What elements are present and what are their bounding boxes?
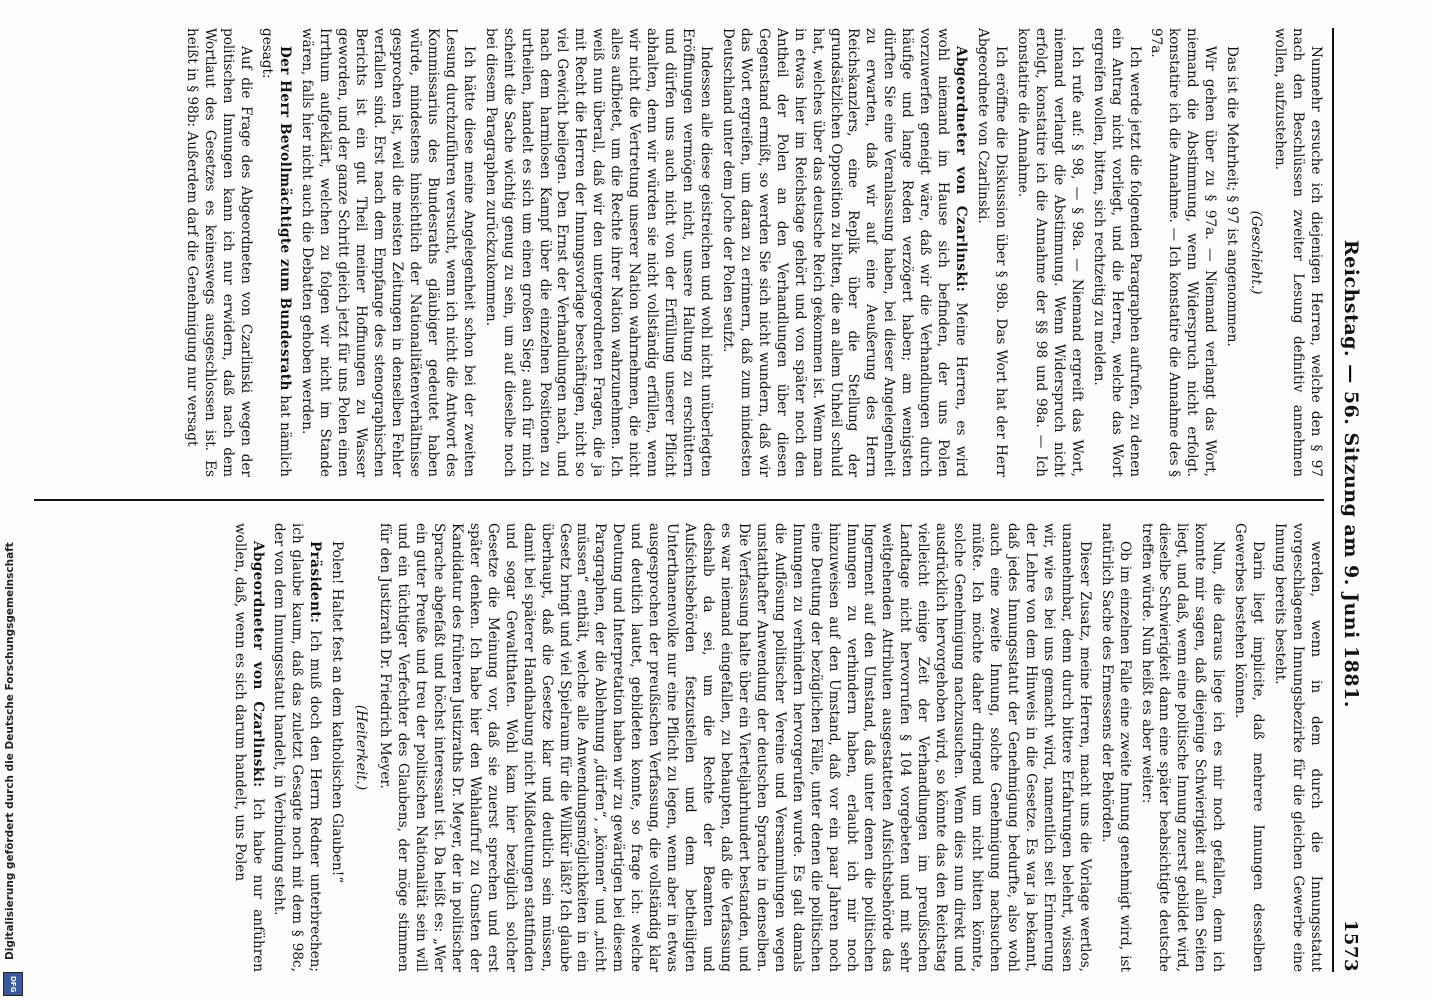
- dfg-logo: DFG: [3, 972, 23, 996]
- paragraph: Polen! Haltet fest an dem katholischen Glauben!“: [329, 541, 346, 884]
- speech-paragraph: [270, 523, 324, 972]
- speech-text: hat nämlich gesagt:: [259, 28, 294, 477]
- paragraph: Ich werde jetzt die folgenden Paragraphen aufrufen, zu denen ein Antrag nicht vorliegt, und die Herren, welche das Wort ergreifen wollen, bitten, sich rechtzeitig zu melden.: [1090, 28, 1143, 477]
- paragraph: Nun, die daraus liege ich es mir noch gefallen, denn ich konnte mir sagen, daß diejenige Schwierigkeit auf allen Seiten liegt, und daß, wenn eine politische Innung zuerst gebildet wird, dieselbe Schwierigkeit dann eine später beabsichtigte deutsche treffen würde. Nun heißt es aber weiter:: [1138, 523, 1227, 972]
- speech-paragraph: [718, 28, 969, 477]
- paragraph: Dieser Zusatz, meine Herren, macht uns die Vorlage wertlos, unannehmbar, denn durch bittere Erfahrungen belehrt, wissen wir, wie es bei uns gemacht wird, namentlich seit Erinnerung der Lehre von dem Hinweis in die Gesetze. Es war ja bekannt, daß jedes Innungsstatut der Genehmigung bedurfte, also wohl auch eine zweite Innung, solche Genehmigung nachsuchen müßte. Ich möchte daher dringend um nicht bitten könnte, solche Genehmigung nachzusuchen. Wenn dies nun direkt und ausdrücklich hervorgehoben wird, so könnte das den Reichstag vielleicht einige Zeit der Verhandlungen im preußischen Landtage nicht hervorrufen § 104 vorgebeten und mit sehr weitgehenden Attributen ausgestatteten Aufsichtsbehörde das Ingerment auf den Umstand, daß unter denen die politischen Innungen zu verhindern haben, erlaubt ich mir noch hinzuweisen auf den Umstand, daß vor ein paar Jahren noch eine Deutung der bezüglichen Fälle, unter denen die politischen Innungen zu verhindern hervorgerufen wurde. Es galt damals die Auflösung politischer Vereine und Versammlungen wegen unstatthafter Anwendung der deutschen Sprache in denselben. Die Verfassung halte über ein Vierteljahrhundert bestanden, und es war niemand eingefallen, zu behaupten, daß die Verfassung deshalb da sei, um die Rechte der Beamten und Aufsichtsbehörden festzustellen und dem betheiligten Unterthanenvolke nur eine Pflicht zu legen, wenn aber in etwas ausgesprochen der preußischen Verfassung, die vollständig klar und deutlich lautet, gebildeten konnte, so frage ich: welche Deutung und Interpretation haben wir zu gewärtigen bei diesem Paragraphen, der die Ablehnung „dürfen“, „können“ und „nicht müssen“ enthält, welche alle Anwendungsmöglichkeiten in ein Gesetz bringt und viel Spielraum für die Willkür läßt? Ich glaube überhaupt, daß die Gesetze klar und deutlich sein müssen, damit bei späterer Handhabung nicht Mißdeutungen stattfinden und sogar Gewaltthaten. Wohl kam hier bezüglich solcher Gesetze die Meinung vor, daß sie zuerst sprechen und erst später denken. Ich habe hier den Wahlaufruf zu Gunsten der Kandidatur des früheren Justizraths Dr. Meyer, der in politischer Sprache abgefaßt und höchst interessant ist. Da heißt es: „Wer ein guter Preuße und treu der politischen Nationalität sein will und ein tüchtiger Verfechter des Glaubens, der möge stimmen für den Justizrath Dr. Friedrich Meyer.: [377, 523, 1093, 972]
- paragraph: Indessen alle diese geistreichen und wohl nicht unüberlegten Eröffnungen vermögen nicht, unsere Haltung zu erschüttern und dürfen uns auch nicht von der Erfüllung unserer Pflicht abhalten, denn wir würden sie nicht vollständig erfüllen, wenn wir nicht die Vertretung unserer Nation wahrnehmen, die nicht alles aufbietet, um die Rechte ihrer Nation wahrzunehmen. Ich weiß nun überall, daß wir den untergeordneten Fragen, die ja mit Recht die Herren der Innungsvorlage beschäftigen, nicht so viel Gewicht beilegen. Den Ernst der Verhandlungen nach, und nach dem harmlosen Kampf über die einzelnen Positionen zu urtheilen, handelt es sich um einen großen Sieg; auch für mich scheint die Sache wichtig genug zu sein, um auf dieselbe noch bei diesem Paragraphen zurückzukommen.: [482, 28, 714, 477]
- paragraph: Nunmehr ersuche ich diejenigen Herren, welche den § 97 nach den Beschlüssen zweiter Lesung definitiv annehmen wollen, aufzustehen.: [1272, 28, 1324, 477]
- paragraph: Auf die Frage des Abgeordneten von Czarlinski wegen der politischen Innungen kann ich nur erwidern, daß nach dem Wortlaut des Gesetzes es keineswegs ausgeschlossen ist. Es heißt in § 98b: Außerdem darf die Genehmigung nur versagt: [183, 28, 254, 477]
- left-column: [34, 28, 1324, 477]
- speaker-name: Präsident:: [307, 541, 324, 624]
- paragraph: Ob im einzelnen Falle eine zweite Innung genehmigt wird, ist natürlich Sache des Ermessens der Behörden.: [1098, 523, 1133, 972]
- paragraph: werden, wenn in dem durch die Innungsstatut vorgeschlagenen Innungsbezirke für die gleichen Gewerbe eine Innung bereits besteht.: [1272, 523, 1324, 972]
- stage-direction: (Geschieht.): [1248, 210, 1265, 295]
- paragraph: Ich rufe auf: § 98, — § 98a. — Niemand ergreift das Wort, niemand verlangt die Abstimmung. Wenn Widerspruch nicht erfolgt, konstatire ich die Annahme der §§ 98 und 98a. — Ich konstatire die Annahme.: [1014, 28, 1085, 477]
- paragraph: Das ist die Mehrheit; § 97 ist angenommen.: [1224, 46, 1241, 347]
- speech-paragraph: [258, 28, 294, 477]
- stage-direction: (Heiterkeit.): [353, 704, 370, 791]
- digitization-credit: Digitalisierung gefördert durch die Deutsche Forschungsgemeinschaft: [4, 542, 16, 960]
- speech-text: Meine Herren, es wird wohl niemand im Hause sich befinden, der uns Polen vorzuwerfen geneigt wäre, daß wir die Verhandlungen durch häufige und lange Reden verzögert haben; am wenigsten dürften Sie eine Veranlassung haben, bei dieser Angelegenheit zu erwarten, daß wir auf eine Aeußerung des Herrn Reichskanzlers, eine Replik über die Stellung der grundsätzlichen Opposition zu bitten, die an allem Unheil schuld hat, welches über das deutsche Reich gekommen ist. Wenn man in etwas hier im Reichstage gehört und von später noch den Antheil der Polen an den Verhandlungen über diesen Gegenstand ermißt, so werden Sie sich nicht wundern, daß wir das Wort ergreifen, um daran zu erinnern, daß zum mindesten Deutschland unter dem Joche der Polen seufzt.: [719, 28, 970, 477]
- right-column: [34, 523, 1324, 972]
- speaker-name: Abgeordneter von Czarlinski:: [953, 46, 970, 293]
- page-header: [1332, 28, 1362, 972]
- paragraph: Ich eröffne die Diskussion über § 98b. Das Wort hat der Herr Abgeordnete von Czarlinski.: [975, 28, 1009, 477]
- page-title: Reichstag. — 56. Sitzung am 9. Juni 1881.: [1340, 239, 1362, 708]
- speaker-name: Abgeordneter von Czarlinski:: [249, 541, 266, 788]
- column-divider: [34, 499, 1324, 501]
- paragraph: Wir gehen über zu § 97a. — Niemand verlangt das Wort, niemand die Abstimmung, wenn Widerspruch nicht erfolgt. konstatire ich die Annahme. — Ich konstatire die Annahme des § 97a.: [1148, 28, 1219, 477]
- speech-paragraph: [230, 523, 266, 972]
- paragraph: Ich hätte diese meine Angelegenheit schon bei der zweiten Lesung durchzuführen versucht, wenn ich nicht die Antwort des Kommissarius des Bundesraths gläubiger gedeutet haben würde, mindestens hinsichtlich der Nationalitätenverhältnisse gesprochen ist, weil die meisten Zeitungen in denselben Fehler verfallen sind. Erst nach dem Empfange des stenographischen Berichts ist ein gut Theil meiner Hoffnungen zu Wasser geworden, und der ganze Schritt gleich jetzt für uns Polen einen Irrthum aufgeklärt, welchen zu folgen wir nicht im Stande wären, falls hier nicht auch die Debatten gehoben werden.: [299, 28, 477, 477]
- paragraph: Darin liegt implicite, daß mehrere Innungen desselben Gewerbes bestehen können.: [1232, 523, 1267, 972]
- speaker-name: Der Herr Bevollmächtigte zum Bundesrath: [277, 46, 294, 391]
- page-number: 1573: [1340, 919, 1361, 972]
- text-columns: [34, 28, 1324, 972]
- speech-text: Ich habe nur anführen wollen, daß, wenn es sich darum handelt, uns Polen: [231, 523, 266, 972]
- speech-text: Ich muß doch den Herrn Redner unterbrechen; ich glaube kaum, daß das zuletzt Gesagte noch mit dem § 98c, der von dem Innungsstatut handelt, in Verbindung steht.: [271, 523, 324, 972]
